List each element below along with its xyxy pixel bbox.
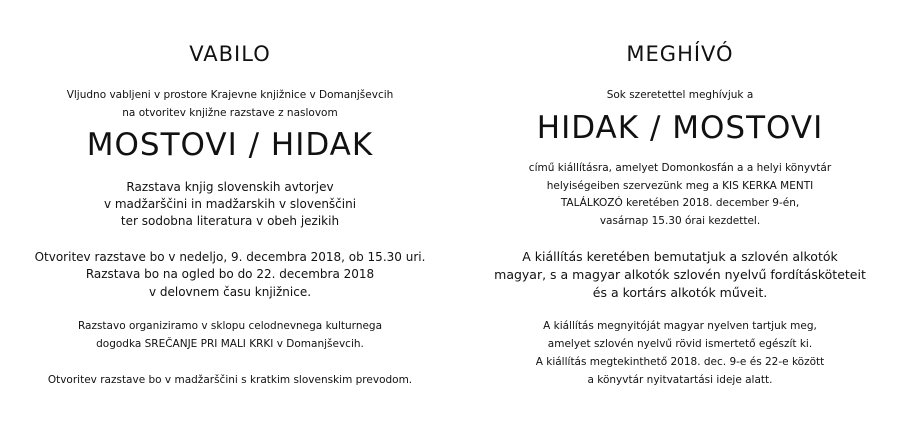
translation-note: Otvoritev razstave bo v madžarščini s kratkim slovenskim prevodom. — [47, 374, 413, 386]
description-line-2: helyiségeiben szervezünk meg a KIS KERKA MENTI — [546, 180, 814, 192]
info-line-4: a könyvtár nyitvatartási ideje alatt. — [587, 374, 773, 386]
slovene-invitation — [20, 0, 440, 444]
frame-line-1: A kiállítás keretében bemutatjuk a szlovén alkotók — [522, 249, 838, 264]
organizer-line-1: Razstavo organiziramo v sklopu celodnevnega kulturnega — [77, 320, 383, 332]
frame-line-3: és a kortárs alkotók műveit. — [592, 285, 768, 300]
description-line-2: v madžarščini in madžarskih v slovenščini — [103, 197, 357, 211]
hungarian-invitation — [470, 0, 890, 444]
description-line-4: vasárnap 15.30 órai kezdettel. — [599, 215, 761, 227]
intro-line-1: Vljudno vabljeni v prostore Krajevne knjižnice v Domanjševcih — [66, 89, 394, 101]
info-line-3: A kiállítás megtekinthető 2018. dec. 9-e és 22-e között — [535, 356, 825, 368]
frame-line-2: magyar, s a magyar alkotók szlovén nyelvű fordításköteteit — [494, 267, 866, 282]
opening-line-3: v delovnem času knjižnice. — [148, 285, 312, 299]
info-line-2: amelyet szlovén nyelvű rövid ismertető egészít ki. — [547, 338, 813, 350]
description-line-3: TALÁLKOZÓ keretében 2018. december 9-én, — [560, 197, 800, 209]
intro-line-2: na otvoritev knjižne razstave z naslovom — [122, 107, 338, 119]
exhibition-title: MOSTOVI / HIDAK — [86, 127, 374, 163]
opening-line-2: Razstava bo na ogled bo do 22. decembra 2018 — [85, 267, 375, 281]
info-line-1: A kiállítás megnyitóját magyar nyelven tartjuk meg, — [543, 320, 817, 332]
heading-vabilo: VABILO — [189, 42, 271, 66]
description-line-3: ter sodobna literatura v obeh jezikih — [120, 214, 340, 228]
heading-meghivo: MEGHÍVÓ — [626, 42, 734, 66]
organizer-line-2: dogodka SREČANJE PRI MALI KRKI v Domanjševcih. — [96, 338, 364, 350]
exhibition-title: HIDAK / MOSTOVI — [536, 110, 824, 146]
description-line-1: című kiállításra, amelyet Domonkosfán a a helyi könyvtár — [528, 162, 832, 174]
opening-line-1: Otvoritev razstave bo v nedeljo, 9. decembra 2018, ob 15.30 uri. — [34, 250, 426, 264]
description-line-1: Razstava knjig slovenskih avtorjev — [126, 180, 334, 194]
intro-line: Sok szeretettel meghívjuk a — [606, 89, 754, 101]
